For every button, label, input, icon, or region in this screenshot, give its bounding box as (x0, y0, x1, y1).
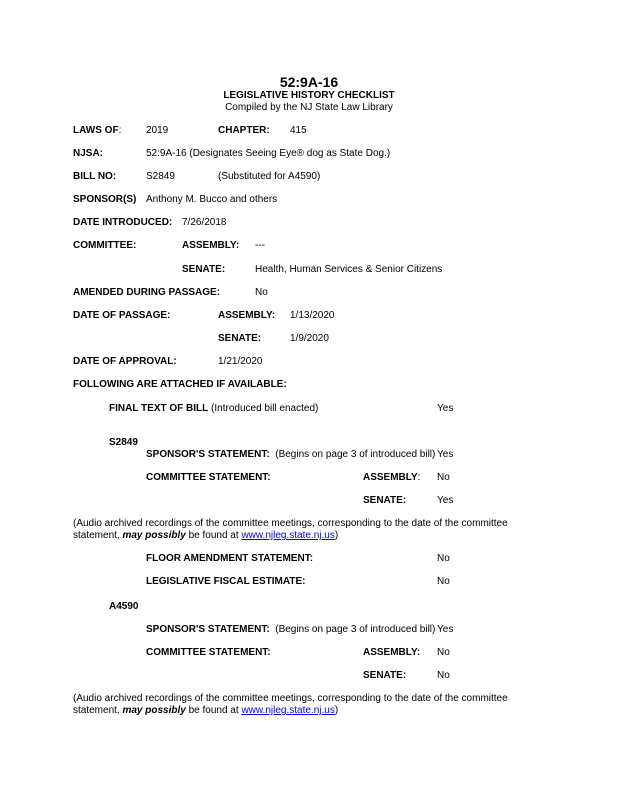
s2849-audio-note: (Audio archived recordings of the committee meetings, corresponding to the date of the committee statement, may possibly be found at www.njleg.state.nj.us) (73, 518, 508, 541)
final-text-row (109, 403, 318, 415)
chapter-label: CHAPTER: (218, 125, 270, 136)
s2849-fiscal-value: No (437, 576, 450, 587)
a4590-heading: A4590 (109, 601, 139, 612)
a4590-committee-label: COMMITTEE STATEMENT: (146, 647, 271, 658)
committee-senate-value: Health, Human Services & Senior Citizens (255, 264, 443, 275)
a4590-senate-label: SENATE: (363, 670, 407, 681)
final-text-label: FINAL TEXT OF BILL (109, 403, 209, 414)
chapter-value: 415 (290, 125, 307, 136)
sponsors-value: Anthony M. Bucco and others (146, 194, 278, 205)
passage-assembly-label: ASSEMBLY: (218, 310, 276, 321)
compiled-by: Compiled by the NJ State Law Library (225, 102, 393, 113)
passage-senate-value: 1/9/2020 (290, 333, 329, 344)
bill-no-value: S2849 (146, 171, 175, 182)
s2849-floor-value: No (437, 553, 450, 564)
s2849-fiscal-label: LEGISLATIVE FISCAL ESTIMATE: (146, 576, 306, 587)
sponsors-label: SPONSOR(S) (73, 194, 137, 205)
substituted-for: (Substituted for A4590) (218, 171, 321, 182)
s2849-committee-label: COMMITTEE STATEMENT: (146, 472, 271, 483)
s2849-assembly-label: ASSEMBLY: (363, 472, 421, 483)
date-of-approval-label: DATE OF APPROVAL: (73, 356, 177, 367)
a4590-senate-value: No (437, 670, 450, 681)
njsa-label: NJSA: (73, 148, 104, 159)
a4590-sponsor-note: (Begins on page 3 of introduced bill) (275, 624, 436, 635)
njleg-link[interactable]: www.njleg.state.nj.us (241, 705, 335, 716)
final-text-note: (Introduced bill enacted) (211, 403, 319, 414)
s2849-heading: S2849 (109, 437, 138, 448)
committee-label: COMMITTEE: (73, 240, 137, 251)
s2849-sponsor-label: SPONSOR'S STATEMENT: (146, 449, 270, 460)
a4590-assembly-value: No (437, 647, 450, 658)
s2849-sponsor-row (146, 449, 435, 461)
date-introduced-value: 7/26/2018 (182, 217, 227, 228)
s2849-sponsor-value: Yes (437, 449, 454, 460)
may-possibly-emphasis: may possibly (122, 530, 186, 541)
a4590-sponsor-value: Yes (437, 624, 454, 635)
passage-assembly-value: 1/13/2020 (290, 310, 335, 321)
committee-senate-label: SENATE: (182, 264, 226, 275)
bill-no-label: BILL NO: (73, 171, 117, 182)
s2849-sponsor-note: (Begins on page 3 of introduced bill) (275, 449, 436, 460)
attached-heading: FOLLOWING ARE ATTACHED IF AVAILABLE: (73, 379, 287, 390)
committee-assembly-label: ASSEMBLY: (182, 240, 240, 251)
laws-of-value: 2019 (146, 125, 169, 136)
s2849-senate-value: Yes (437, 495, 454, 506)
a4590-audio-note: (Audio archived recordings of the committee meetings, corresponding to the date of the committee statement, may possibly be found at www.njleg.state.nj.us) (73, 693, 508, 716)
final-text-value: Yes (437, 403, 454, 414)
date-of-approval-value: 1/21/2020 (218, 356, 263, 367)
s2849-assembly-value: No (437, 472, 450, 483)
amended-label: AMENDED DURING PASSAGE: (73, 287, 221, 298)
may-possibly-emphasis: may possibly (122, 705, 186, 716)
s2849-senate-label: SENATE: (363, 495, 407, 506)
amended-value: No (255, 287, 268, 298)
a4590-sponsor-row (146, 624, 435, 636)
a4590-assembly-label: ASSEMBLY: (363, 647, 421, 658)
committee-assembly-value: --- (255, 240, 265, 251)
s2849-floor-label: FLOOR AMENDMENT STATEMENT: (146, 553, 314, 564)
date-of-passage-label: DATE OF PASSAGE: (73, 310, 171, 321)
a4590-sponsor-label: SPONSOR'S STATEMENT: (146, 624, 270, 635)
page-title: 52:9A-16 (279, 74, 339, 90)
njleg-link[interactable]: www.njleg.state.nj.us (241, 530, 335, 541)
njsa-value: 52:9A-16 (Designates Seeing Eye® dog as State Dog.) (146, 148, 391, 159)
passage-senate-label: SENATE: (218, 333, 262, 344)
page-subtitle: LEGISLATIVE HISTORY CHECKLIST (223, 90, 395, 101)
date-introduced-label: DATE INTRODUCED: (73, 217, 173, 228)
laws-of-label: LAWS OF: (73, 125, 122, 136)
